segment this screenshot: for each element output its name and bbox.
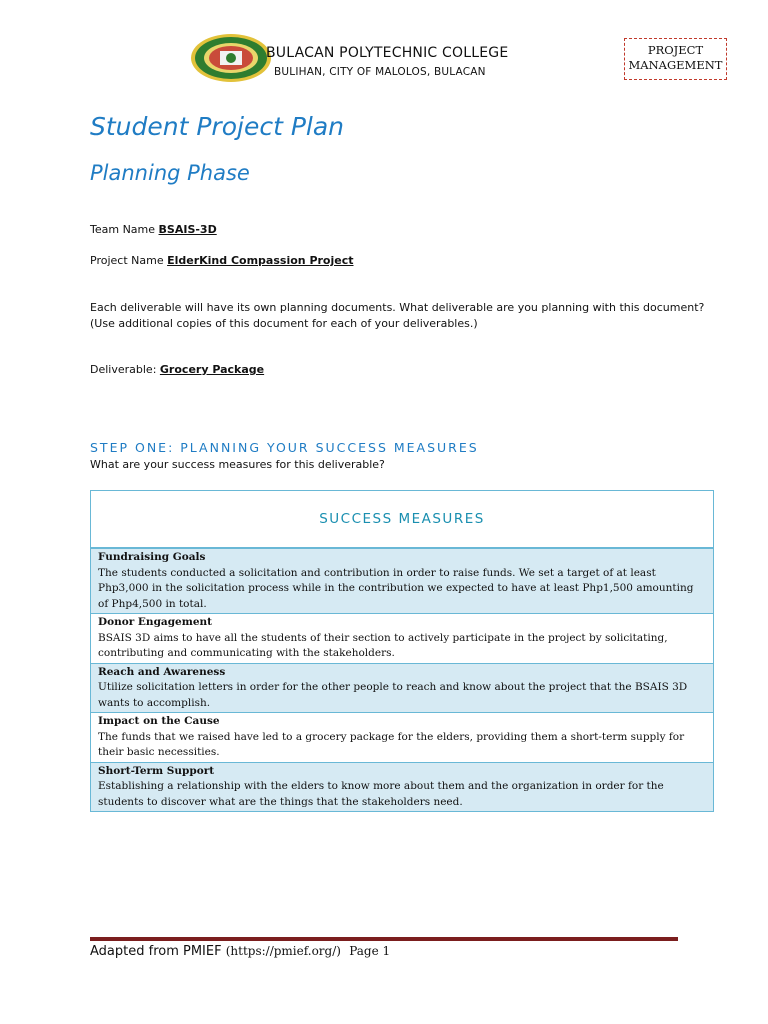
step-one-question: What are your success measures for this deliverable? <box>90 458 385 471</box>
success-measures-table <box>90 490 714 812</box>
measure-text: The students conducted a solicitation and contribution in order to raise funds. We set a target of at least Php3,000 in the solicitation process while in the contribution we expected to have at least Php1,500 amounting of Php4,500 in total. <box>98 566 694 610</box>
instructions-line-1: Each deliverable will have its own planning documents. What deliverable are you planning with this document? <box>90 301 705 314</box>
team-name-value: BSAIS-3D <box>158 223 217 236</box>
measure-text: Establishing a relationship with the elders to know more about them and the organization in order for the students to discover what are the things that the stakeholders need. <box>98 780 664 808</box>
college-name: BULACAN POLYTECHNIC COLLEGE <box>266 45 509 61</box>
deliverable-label: Deliverable: <box>90 363 160 376</box>
college-seal-logo <box>190 33 272 83</box>
box-line-2: MANAGEMENT <box>628 58 723 72</box>
table-body <box>91 549 713 811</box>
team-name-field <box>90 223 217 236</box>
deliverable-field <box>90 363 264 376</box>
instructions <box>90 300 710 331</box>
page-number: Page 1 <box>349 944 391 958</box>
table-row <box>91 663 713 713</box>
project-management-box <box>624 38 727 80</box>
page-subtitle: Planning Phase <box>90 161 250 185</box>
table-row <box>91 549 713 613</box>
project-name-field <box>90 254 354 267</box>
page-title: Student Project Plan <box>90 112 345 141</box>
measure-text: Utilize solicitation letters in order for the other people to reach and know about the project that the BSAIS 3D wants to accomplish. <box>98 681 688 709</box>
table-row <box>91 712 713 762</box>
measure-title: Impact on the Cause <box>98 715 220 727</box>
table-header: SUCCESS MEASURES <box>91 491 713 549</box>
table-row <box>91 762 713 812</box>
team-name-label: Team Name <box>90 223 159 236</box>
project-name-label: Project Name <box>90 254 168 267</box>
measure-title: Short-Term Support <box>98 764 215 777</box>
step-one-heading: STEP ONE: PLANNING YOUR SUCCESS MEASURES <box>90 440 479 455</box>
project-name-value: ElderKind Compassion Project <box>167 254 354 267</box>
measure-text: The funds that we raised have led to a grocery package for the elders, providing them a short-term supply for their basic necessities. <box>98 730 685 758</box>
measure-title: Fundraising Goals <box>98 551 206 563</box>
footer-divider <box>90 937 678 941</box>
footer-link[interactable]: (https://pmief.org/) <box>225 944 341 958</box>
deliverable-value: Grocery Package <box>159 363 265 376</box>
measure-text: BSAIS 3D aims to have all the students of their section to actively participate in the project by solicitating, contributing and communicating with the stakeholders. <box>98 631 668 659</box>
footer <box>90 944 390 959</box>
measure-title: Reach and Awareness <box>98 665 226 678</box>
measure-title: Donor Engagement <box>98 616 213 628</box>
box-line-1: PROJECT <box>647 43 704 57</box>
footer-credit: Adapted from PMIEF <box>90 944 226 959</box>
college-address: BULIHAN, CITY OF MALOLOS, BULACAN <box>274 66 486 78</box>
instructions-line-2: (Use additional copies of this document for each of your deliverables.) <box>90 316 478 330</box>
table-row <box>91 613 713 663</box>
